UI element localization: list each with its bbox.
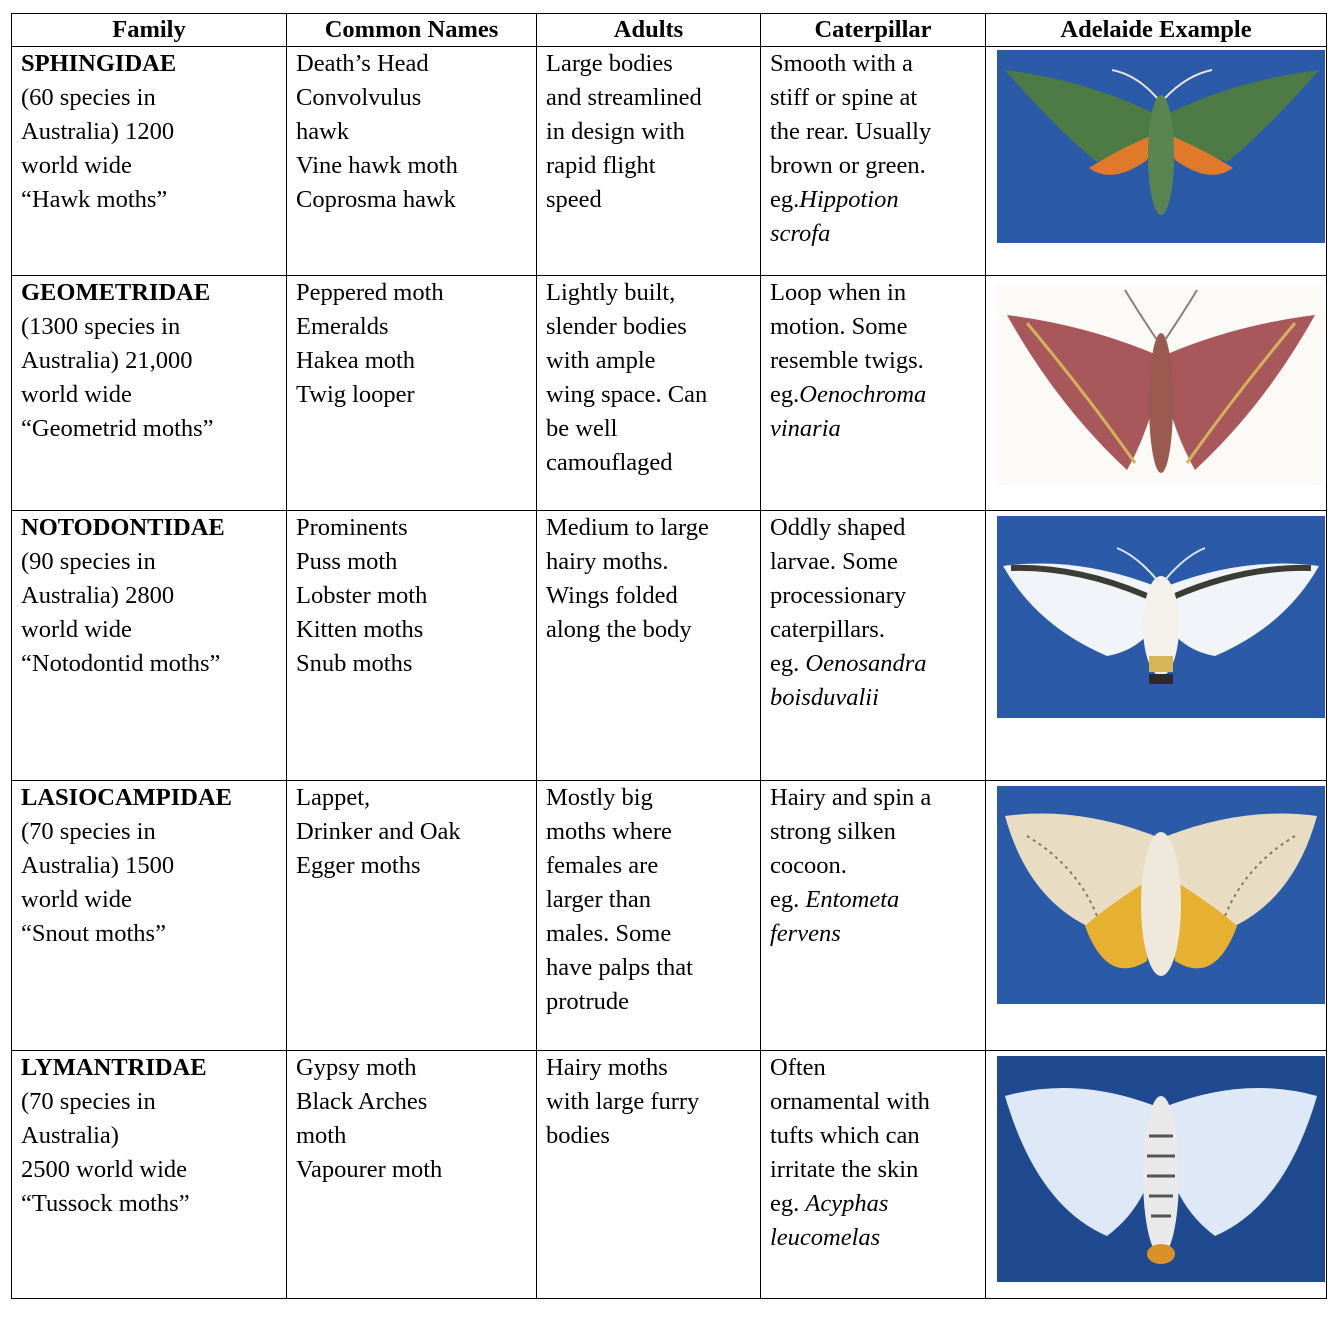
tussock-moth-photo xyxy=(997,1056,1325,1282)
adults-text: Hairy moths xyxy=(546,1054,668,1081)
example-image-cell xyxy=(986,511,1327,781)
common-name: Prominents xyxy=(296,514,408,541)
species-name: Hippotion xyxy=(799,186,899,213)
caterpillar-text: Often xyxy=(770,1054,826,1081)
common-name: Twig looper xyxy=(296,381,415,408)
common-name: Vapourer moth xyxy=(296,1156,443,1183)
notodontid-moth-photo xyxy=(997,516,1325,718)
adults-text: along the body xyxy=(546,616,692,643)
adults-cell xyxy=(537,511,761,781)
species-name: vinaria xyxy=(770,415,841,442)
caterpillar-text: the rear. Usually xyxy=(770,118,932,145)
adults-text: slender bodies xyxy=(546,313,687,340)
family-name: GEOMETRIDAE xyxy=(21,279,211,306)
caterpillar-text: cocoon. xyxy=(770,852,847,879)
adults-cell xyxy=(537,276,761,511)
eg-label: eg. xyxy=(770,886,806,913)
adults-text: Large bodies xyxy=(546,50,673,77)
family-line: (90 species in xyxy=(21,548,156,575)
adults-text: be well xyxy=(546,415,618,442)
header-adelaide-example: Adelaide Example xyxy=(986,14,1327,47)
caterpillar-text: strong silken xyxy=(770,818,896,845)
header-caterpillar: Caterpillar xyxy=(761,14,986,47)
family-line: “Hawk moths” xyxy=(21,186,168,213)
adults-text: Mostly big xyxy=(546,784,653,811)
common-names-cell xyxy=(287,47,537,276)
eg-label: eg. xyxy=(770,186,800,213)
caterpillar-cell xyxy=(761,276,986,511)
adults-cell xyxy=(537,1051,761,1299)
common-name: Death’s Head xyxy=(296,50,429,77)
family-line: Australia) 1500 xyxy=(21,852,175,879)
family-line: “Snout moths” xyxy=(21,920,166,947)
caterpillar-cell xyxy=(761,511,986,781)
common-name: Egger moths xyxy=(296,852,421,879)
common-name: Gypsy moth xyxy=(296,1054,417,1081)
adults-text: protrude xyxy=(546,988,629,1015)
family-line: (70 species in xyxy=(21,818,156,845)
adults-text: larger than xyxy=(546,886,651,913)
adults-text: males. Some xyxy=(546,920,672,947)
caterpillar-text: Oddly shaped xyxy=(770,514,906,541)
common-name: moth xyxy=(296,1122,347,1149)
common-names-cell xyxy=(287,1051,537,1299)
family-line: 2500 world wide xyxy=(21,1156,188,1183)
caterpillar-text: tufts which can xyxy=(770,1122,920,1149)
adults-text: and streamlined xyxy=(546,84,702,111)
header-row xyxy=(12,14,1327,47)
caterpillar-cell xyxy=(761,781,986,1051)
common-name: Snub moths xyxy=(296,650,413,677)
species-name: Oenochroma xyxy=(799,381,927,408)
adults-text: wing space. Can xyxy=(546,381,708,408)
header-common-names: Common Names xyxy=(287,14,537,47)
common-name: Lappet, xyxy=(296,784,371,811)
species-name: fervens xyxy=(770,920,841,947)
caterpillar-text: motion. Some xyxy=(770,313,908,340)
caterpillar-cell xyxy=(761,47,986,276)
caterpillar-text: Loop when in xyxy=(770,279,907,306)
lasiocampid-moth-photo xyxy=(997,786,1325,1004)
family-line: Australia) 2800 xyxy=(21,582,175,609)
header-family: Family xyxy=(12,14,287,47)
common-name: Vine hawk moth xyxy=(296,152,458,179)
table-row xyxy=(12,47,1327,276)
caterpillar-text: resemble twigs. xyxy=(770,347,924,374)
caterpillar-cell xyxy=(761,1051,986,1299)
species-name: Acyphas xyxy=(805,1190,889,1217)
common-name: hawk xyxy=(296,118,350,145)
adults-text: have palps that xyxy=(546,954,693,981)
family-line: (1300 species in xyxy=(21,313,181,340)
adults-text: with ample xyxy=(546,347,656,374)
table-row xyxy=(12,1051,1327,1299)
common-names-cell xyxy=(287,276,537,511)
family-line: world wide xyxy=(21,152,132,179)
family-line: Australia) 1200 xyxy=(21,118,175,145)
common-names-cell xyxy=(287,781,537,1051)
common-name: Coprosma hawk xyxy=(296,186,456,213)
adults-text: hairy moths. xyxy=(546,548,669,575)
family-cell xyxy=(12,47,287,276)
adults-text: moths where xyxy=(546,818,672,845)
adults-text: in design with xyxy=(546,118,685,145)
caterpillar-text: Smooth with a xyxy=(770,50,913,77)
species-name: Entometa xyxy=(805,886,900,913)
family-name: SPHINGIDAE xyxy=(21,50,177,77)
geometrid-moth-photo xyxy=(997,285,1325,485)
caterpillar-text: caterpillars. xyxy=(770,616,885,643)
caterpillar-text: ornamental with xyxy=(770,1088,930,1115)
family-line: “Notodontid moths” xyxy=(21,650,221,677)
eg-label: eg. xyxy=(770,381,800,408)
family-cell xyxy=(12,276,287,511)
adults-text: bodies xyxy=(546,1122,610,1149)
common-name: Hakea moth xyxy=(296,347,416,374)
adults-text: speed xyxy=(546,186,602,213)
family-line: Australia) 21,000 xyxy=(21,347,193,374)
adults-text: Lightly built, xyxy=(546,279,676,306)
species-name: Oenosandra xyxy=(805,650,927,677)
common-name: Puss moth xyxy=(296,548,398,575)
caterpillar-text: irritate the skin xyxy=(770,1156,919,1183)
eg-label: eg. xyxy=(770,1190,806,1217)
common-name: Peppered moth xyxy=(296,279,444,306)
example-image-cell xyxy=(986,47,1327,276)
species-name: scrofa xyxy=(770,220,831,247)
family-cell xyxy=(12,1051,287,1299)
caterpillar-text: stiff or spine at xyxy=(770,84,918,111)
common-name: Emeralds xyxy=(296,313,389,340)
common-names-cell xyxy=(287,511,537,781)
family-name: LYMANTRIDAE xyxy=(21,1054,207,1081)
common-name: Lobster moth xyxy=(296,582,428,609)
adults-text: rapid flight xyxy=(546,152,656,179)
species-name: leucomelas xyxy=(770,1224,881,1251)
caterpillar-text: larvae. Some xyxy=(770,548,898,575)
adults-text: females are xyxy=(546,852,659,879)
family-line: world wide xyxy=(21,616,132,643)
species-name: boisduvalii xyxy=(770,684,879,711)
caterpillar-text: brown or green. xyxy=(770,152,926,179)
common-name: Drinker and Oak xyxy=(296,818,461,845)
adults-cell xyxy=(537,47,761,276)
family-cell xyxy=(12,511,287,781)
family-line: “Geometrid moths” xyxy=(21,415,214,442)
family-line: (60 species in xyxy=(21,84,156,111)
common-name: Kitten moths xyxy=(296,616,424,643)
header-adults: Adults xyxy=(537,14,761,47)
common-name: Convolvulus xyxy=(296,84,422,111)
hawk-moth-photo xyxy=(997,50,1325,243)
caterpillar-text: processionary xyxy=(770,582,907,609)
family-name: NOTODONTIDAE xyxy=(21,514,225,541)
adults-text: Medium to large xyxy=(546,514,709,541)
adults-text: Wings folded xyxy=(546,582,678,609)
adults-cell xyxy=(537,781,761,1051)
adults-text: with large furry xyxy=(546,1088,700,1115)
family-name: LASIOCAMPIDAE xyxy=(21,784,232,811)
family-line: world wide xyxy=(21,886,132,913)
table-row xyxy=(12,781,1327,1051)
family-line: (70 species in xyxy=(21,1088,156,1115)
moth-families-table xyxy=(11,13,1327,1299)
example-image-cell xyxy=(986,781,1327,1051)
table-row xyxy=(12,511,1327,781)
family-line: Australia) xyxy=(21,1122,119,1149)
eg-label: eg. xyxy=(770,650,806,677)
family-line: “Tussock moths” xyxy=(21,1190,190,1217)
table-row xyxy=(12,276,1327,511)
example-image-cell xyxy=(986,276,1327,511)
adults-text: camouflaged xyxy=(546,449,673,476)
common-name: Black Arches xyxy=(296,1088,428,1115)
family-line: world wide xyxy=(21,381,132,408)
caterpillar-text: Hairy and spin a xyxy=(770,784,932,811)
example-image-cell xyxy=(986,1051,1327,1299)
family-cell xyxy=(12,781,287,1051)
